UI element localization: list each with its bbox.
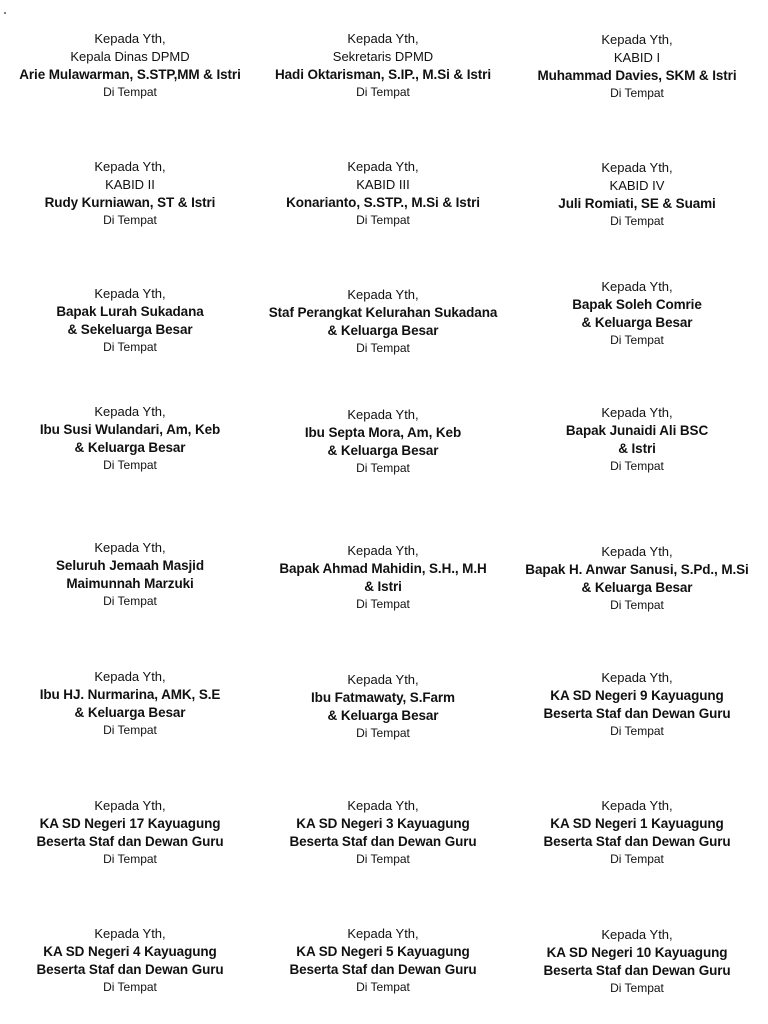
address-label-line: Kepada Yth, bbox=[601, 544, 673, 559]
address-label-line: Di Tempat bbox=[610, 459, 664, 473]
address-label bbox=[511, 926, 763, 996]
address-label-line: Di Tempat bbox=[356, 341, 410, 355]
address-label-line: Kepada Yth, bbox=[347, 159, 419, 174]
address-label-line: KA SD Negeri 4 Kayuagung bbox=[43, 944, 217, 959]
address-label-line: Kepada Yth, bbox=[601, 279, 673, 294]
address-label bbox=[511, 543, 763, 613]
address-label-line: Ibu HJ. Nurmarina, AMK, S.E bbox=[39, 687, 221, 702]
address-label-line: & Keluarga Besar bbox=[581, 315, 693, 330]
address-label-line: & Keluarga Besar bbox=[581, 580, 693, 595]
address-label-line: Beserta Staf dan Dewan Guru bbox=[543, 963, 731, 978]
address-label-line: Kepala Dinas DPMD bbox=[70, 49, 190, 64]
address-label bbox=[257, 158, 509, 228]
address-label-line: & Istri bbox=[364, 579, 402, 594]
address-label-line: Di Tempat bbox=[610, 724, 664, 738]
address-label-line: Kepada Yth, bbox=[347, 926, 419, 941]
address-label-line: Maimunnah Marzuki bbox=[66, 576, 194, 591]
address-label-line: Di Tempat bbox=[103, 980, 157, 994]
address-label-line: Di Tempat bbox=[356, 980, 410, 994]
address-label-line: Kepada Yth, bbox=[94, 540, 166, 555]
address-label-line: KA SD Negeri 9 Kayuagung bbox=[550, 688, 724, 703]
address-label bbox=[511, 797, 763, 867]
address-label-line: KABID III bbox=[356, 177, 410, 192]
address-label-line: Kepada Yth, bbox=[347, 798, 419, 813]
address-label-line: Konarianto, S.STP., M.Si & Istri bbox=[286, 195, 480, 210]
address-label-line: Kepada Yth, bbox=[94, 798, 166, 813]
address-label-line: Di Tempat bbox=[610, 981, 664, 995]
address-label-line: & Keluarga Besar bbox=[74, 440, 186, 455]
address-label-line: Kepada Yth, bbox=[94, 159, 166, 174]
address-label bbox=[4, 539, 256, 609]
address-label-line: Bapak H. Anwar Sanusi, S.Pd., M.Si bbox=[525, 562, 749, 577]
address-label-line: Kepada Yth, bbox=[94, 669, 166, 684]
address-label-line: Kepada Yth, bbox=[94, 286, 166, 301]
address-label-line: Di Tempat bbox=[356, 852, 410, 866]
address-label-line: Arie Mulawarman, S.STP,MM & Istri bbox=[19, 67, 241, 82]
address-label-line: Kepada Yth, bbox=[601, 405, 673, 420]
address-label-line: Juli Romiati, SE & Suami bbox=[558, 196, 716, 211]
address-label-line: Kepada Yth, bbox=[347, 31, 419, 46]
address-label-line: Kepada Yth, bbox=[94, 926, 166, 941]
address-label-line: Bapak Junaidi Ali BSC bbox=[565, 423, 709, 438]
address-label bbox=[257, 286, 509, 356]
address-label bbox=[257, 542, 509, 612]
address-label bbox=[4, 668, 256, 738]
address-label-line: Hadi Oktarisman, S.IP., M.Si & Istri bbox=[275, 67, 491, 82]
address-label-line: Di Tempat bbox=[103, 85, 157, 99]
address-label-line: Di Tempat bbox=[103, 213, 157, 227]
address-label-line: Di Tempat bbox=[610, 598, 664, 612]
address-label-line: Kepada Yth, bbox=[94, 31, 166, 46]
address-label bbox=[257, 671, 509, 741]
address-label-line: Kepada Yth, bbox=[347, 672, 419, 687]
address-label-line: KA SD Negeri 10 Kayuagung bbox=[546, 945, 728, 960]
address-label-line: KA SD Negeri 1 Kayuagung bbox=[550, 816, 724, 831]
address-label-line: Di Tempat bbox=[103, 594, 157, 608]
address-label bbox=[4, 797, 256, 867]
address-label bbox=[4, 30, 256, 100]
address-label-line: Di Tempat bbox=[356, 726, 410, 740]
address-label-line: Di Tempat bbox=[610, 214, 664, 228]
address-label-line: & Istri bbox=[618, 441, 656, 456]
address-label-line: Bapak Lurah Sukadana bbox=[56, 304, 204, 319]
address-label-line: Ibu Fatmawaty, S.Farm bbox=[311, 690, 455, 705]
address-label-line: Beserta Staf dan Dewan Guru bbox=[289, 834, 477, 849]
address-label-line: Rudy Kurniawan, ST & Istri bbox=[44, 195, 216, 210]
address-label-line: Di Tempat bbox=[103, 723, 157, 737]
address-label-line: Beserta Staf dan Dewan Guru bbox=[36, 962, 224, 977]
address-label-line: Staf Perangkat Kelurahan Sukadana bbox=[268, 305, 498, 320]
address-label bbox=[511, 159, 763, 229]
address-label-line: Bapak Ahmad Mahidin, S.H., M.H bbox=[279, 561, 487, 576]
address-label-line: Muhammad Davies, SKM & Istri bbox=[537, 68, 737, 83]
address-label-line: & Keluarga Besar bbox=[327, 708, 439, 723]
address-label-line: & Keluarga Besar bbox=[74, 705, 186, 720]
address-label-line: Bapak Soleh Comrie bbox=[572, 297, 702, 312]
address-label-line: Di Tempat bbox=[610, 86, 664, 100]
address-label-line: Kepada Yth, bbox=[347, 407, 419, 422]
address-label-line: Di Tempat bbox=[356, 213, 410, 227]
address-label-line: Seluruh Jemaah Masjid bbox=[56, 558, 204, 573]
address-label-line: Kepada Yth, bbox=[601, 32, 673, 47]
address-label-line: Beserta Staf dan Dewan Guru bbox=[543, 834, 731, 849]
address-label bbox=[511, 278, 763, 348]
address-label bbox=[511, 404, 763, 474]
address-label-line: Kepada Yth, bbox=[347, 543, 419, 558]
address-label bbox=[257, 406, 509, 476]
page-mark bbox=[4, 12, 6, 14]
address-label-line: KABID IV bbox=[609, 178, 665, 193]
address-label-line: Di Tempat bbox=[610, 333, 664, 347]
address-label-line: & Sekeluarga Besar bbox=[67, 322, 193, 337]
address-label-line: & Keluarga Besar bbox=[327, 323, 439, 338]
address-label-line: Beserta Staf dan Dewan Guru bbox=[543, 706, 731, 721]
address-label bbox=[257, 925, 509, 995]
address-label bbox=[4, 403, 256, 473]
address-label-line: Di Tempat bbox=[610, 852, 664, 866]
address-label-line: Beserta Staf dan Dewan Guru bbox=[289, 962, 477, 977]
address-label-line: Kepada Yth, bbox=[94, 404, 166, 419]
address-label-line: KABID II bbox=[105, 177, 155, 192]
address-label-line: Kepada Yth, bbox=[601, 798, 673, 813]
address-label-line: Kepada Yth, bbox=[601, 670, 673, 685]
address-label-line: Di Tempat bbox=[356, 461, 410, 475]
address-label bbox=[257, 30, 509, 100]
address-label-line: KABID I bbox=[613, 50, 661, 65]
address-label bbox=[4, 925, 256, 995]
address-label-line: Di Tempat bbox=[356, 597, 410, 611]
address-label-line: Kepada Yth, bbox=[347, 287, 419, 302]
address-label-line: Kepada Yth, bbox=[601, 927, 673, 942]
address-label-line: KA SD Negeri 17 Kayuagung bbox=[39, 816, 221, 831]
address-label-line: KA SD Negeri 5 Kayuagung bbox=[296, 944, 470, 959]
address-label-line: Ibu Susi Wulandari, Am, Keb bbox=[39, 422, 221, 437]
address-label-line: Sekretaris DPMD bbox=[332, 49, 434, 64]
address-label bbox=[4, 285, 256, 355]
address-label-line: KA SD Negeri 3 Kayuagung bbox=[296, 816, 470, 831]
address-label-line: Di Tempat bbox=[103, 458, 157, 472]
address-label bbox=[511, 31, 763, 101]
address-label bbox=[511, 669, 763, 739]
address-label bbox=[257, 797, 509, 867]
address-label-line: Di Tempat bbox=[356, 85, 410, 99]
address-label-line: Di Tempat bbox=[103, 340, 157, 354]
address-label-line: Kepada Yth, bbox=[601, 160, 673, 175]
address-label-line: & Keluarga Besar bbox=[327, 443, 439, 458]
address-label-line: Beserta Staf dan Dewan Guru bbox=[36, 834, 224, 849]
address-label-line: Di Tempat bbox=[103, 852, 157, 866]
address-label bbox=[4, 158, 256, 228]
address-label-line: Ibu Septa Mora, Am, Keb bbox=[304, 425, 462, 440]
